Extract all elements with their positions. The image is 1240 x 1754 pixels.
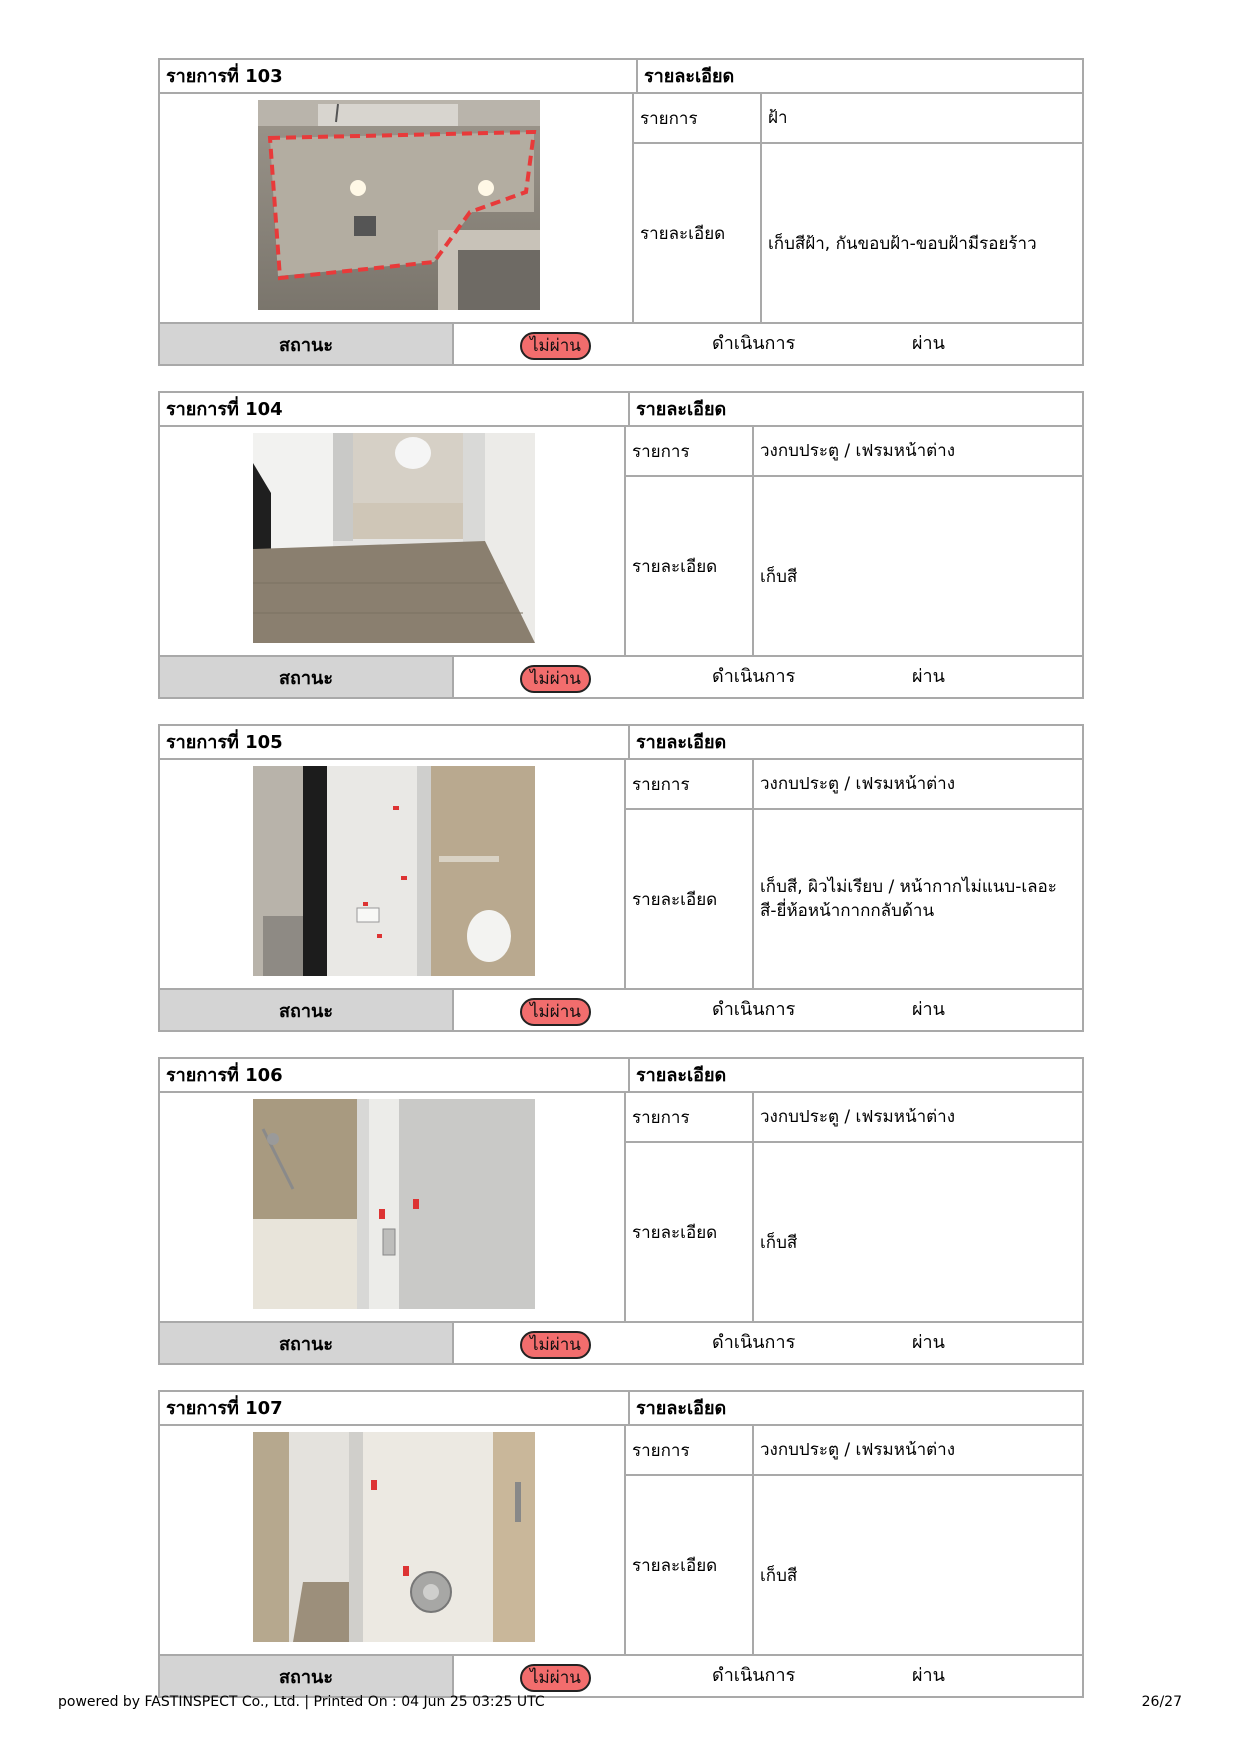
item-label: รายการ xyxy=(626,427,754,475)
item-label: รายการ xyxy=(626,1426,754,1474)
detail-header: รายละเอียด xyxy=(628,726,1082,760)
doorframe-photo-image xyxy=(253,766,535,976)
detail-row xyxy=(634,144,1082,322)
detail-panel xyxy=(624,1426,1082,1654)
footer-credit: powered by FASTINSPECT Co., Ltd. | Printed On : 04 Jun 25 03:25 UTC xyxy=(58,1694,545,1710)
status-action-option[interactable]: ดำเนินการ xyxy=(712,1665,796,1686)
door-photo-image xyxy=(253,1432,535,1642)
detail-value: เก็บสี xyxy=(760,1566,798,1586)
item-title: รายการที่ 107 xyxy=(160,1392,628,1426)
status-fail-badge[interactable]: ไม่ผ่าน xyxy=(520,1664,591,1692)
status-label: สถานะ xyxy=(160,657,454,697)
inspection-card-105 xyxy=(158,724,1084,1032)
status-row xyxy=(160,1321,1082,1363)
status-pass-option[interactable]: ผ่าน xyxy=(912,1332,945,1353)
status-row xyxy=(160,655,1082,697)
detail-label: รายละเอียด xyxy=(626,1476,754,1654)
detail-row xyxy=(626,477,1082,655)
item-row xyxy=(626,1426,1082,1476)
photo-cell xyxy=(160,1426,628,1654)
status-label: สถานะ xyxy=(160,990,454,1030)
detail-value: เก็บสี xyxy=(760,1233,798,1253)
status-pass-option[interactable]: ผ่าน xyxy=(912,999,945,1020)
status-fail-badge[interactable]: ไม่ผ่าน xyxy=(520,332,591,360)
photo-cell xyxy=(160,760,628,988)
item-label: รายการ xyxy=(634,94,762,142)
detail-header: รายละเอียด xyxy=(636,60,1082,94)
detail-value: เก็บสีฝ้า, กันขอบฝ้า-ขอบฝ้ามีรอยร้าว xyxy=(768,234,1037,254)
detail-value: เก็บสี, ผิวไม่เรียบ / หน้ากากไม่แนบ-เลอะสี-ยี่ห้อหน้ากากกลับด้าน xyxy=(760,877,1057,921)
photo-cell xyxy=(160,427,628,655)
photo-cell xyxy=(160,94,636,322)
status-row xyxy=(160,988,1082,1030)
page-number: 26/27 xyxy=(1141,1694,1182,1710)
inspection-photo[interactable] xyxy=(253,433,535,643)
detail-row xyxy=(626,810,1082,988)
item-title: รายการที่ 106 xyxy=(160,1059,628,1093)
status-action-option[interactable]: ดำเนินการ xyxy=(712,666,796,687)
item-label: รายการ xyxy=(626,1093,754,1141)
item-row xyxy=(626,1093,1082,1143)
detail-label: รายละเอียด xyxy=(626,477,754,655)
ceiling-photo-image xyxy=(258,100,540,310)
item-value: วงกบประตู / เฟรมหน้าต่าง xyxy=(760,1440,956,1460)
status-pass-option[interactable]: ผ่าน xyxy=(912,666,945,687)
detail-panel xyxy=(632,94,1082,322)
status-row xyxy=(160,1654,1082,1696)
item-title: รายการที่ 104 xyxy=(160,393,628,427)
status-fail-badge[interactable]: ไม่ผ่าน xyxy=(520,665,591,693)
inspection-photo[interactable] xyxy=(258,100,540,310)
item-row xyxy=(626,427,1082,477)
item-value: วงกบประตู / เฟรมหน้าต่าง xyxy=(760,774,956,794)
item-value: วงกบประตู / เฟรมหน้าต่าง xyxy=(760,1107,956,1127)
item-value: ฝ้า xyxy=(768,108,788,128)
item-title: รายการที่ 105 xyxy=(160,726,628,760)
status-action-option[interactable]: ดำเนินการ xyxy=(712,1332,796,1353)
status-action-option[interactable]: ดำเนินการ xyxy=(712,999,796,1020)
status-fail-badge[interactable]: ไม่ผ่าน xyxy=(520,1331,591,1359)
detail-label: รายละเอียด xyxy=(634,144,762,322)
detail-header: รายละเอียด xyxy=(628,1059,1082,1093)
item-title: รายการที่ 103 xyxy=(160,60,636,94)
detail-panel xyxy=(624,1093,1082,1321)
item-row xyxy=(626,760,1082,810)
inspection-card-104 xyxy=(158,391,1084,699)
inspection-photo[interactable] xyxy=(253,1099,535,1309)
detail-header: รายละเอียด xyxy=(628,393,1082,427)
detail-label: รายละเอียด xyxy=(626,810,754,988)
status-label: สถานะ xyxy=(160,1656,454,1696)
detail-panel xyxy=(624,760,1082,988)
inspection-photo[interactable] xyxy=(253,1432,535,1642)
item-value: วงกบประตู / เฟรมหน้าต่าง xyxy=(760,441,956,461)
status-pass-option[interactable]: ผ่าน xyxy=(912,1665,945,1686)
detail-row xyxy=(626,1143,1082,1321)
status-fail-badge[interactable]: ไม่ผ่าน xyxy=(520,998,591,1026)
status-label: สถานะ xyxy=(160,1323,454,1363)
doorframe-photo-image xyxy=(253,1099,535,1309)
inspection-photo[interactable] xyxy=(253,766,535,976)
detail-header: รายละเอียด xyxy=(628,1392,1082,1426)
status-pass-option[interactable]: ผ่าน xyxy=(912,333,945,354)
detail-panel xyxy=(624,427,1082,655)
status-action-option[interactable]: ดำเนินการ xyxy=(712,333,796,354)
item-label: รายการ xyxy=(626,760,754,808)
inspection-card-107 xyxy=(158,1390,1084,1698)
detail-row xyxy=(626,1476,1082,1654)
status-row xyxy=(160,322,1082,364)
photo-cell xyxy=(160,1093,628,1321)
inspection-card-106 xyxy=(158,1057,1084,1365)
detail-value: เก็บสี xyxy=(760,567,798,587)
detail-label: รายละเอียด xyxy=(626,1143,754,1321)
doorframe-photo-image xyxy=(253,433,535,643)
status-label: สถานะ xyxy=(160,324,454,364)
inspection-card-103 xyxy=(158,58,1084,366)
item-row xyxy=(634,94,1082,144)
